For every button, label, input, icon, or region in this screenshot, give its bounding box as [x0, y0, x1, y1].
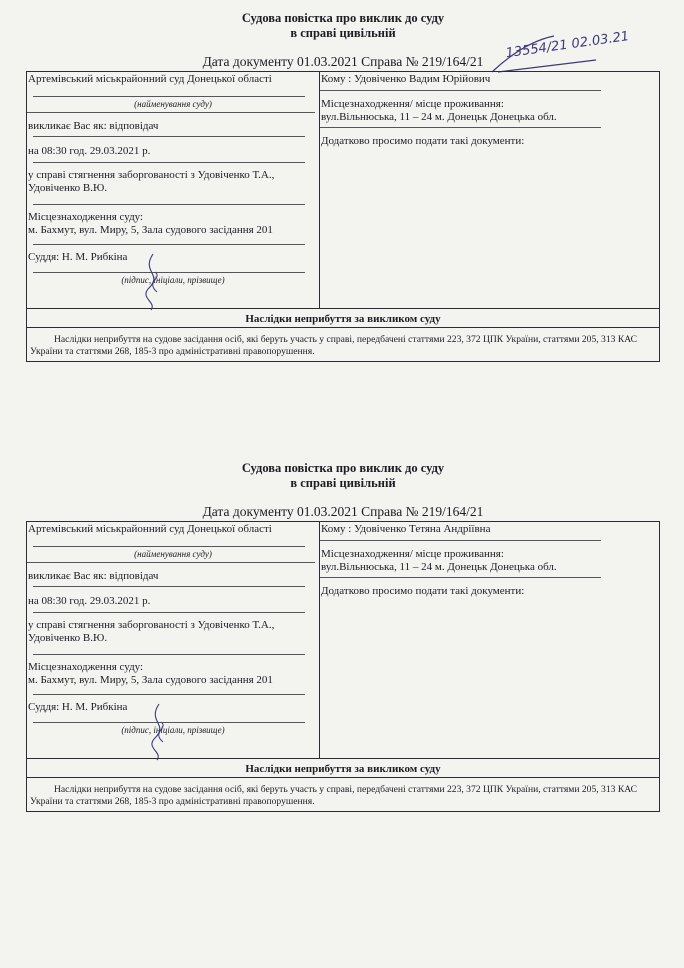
doc-line-text: Дата документу 01.03.2021 Справа № 219/164/21 — [202, 504, 484, 519]
court-name-caption: (найменування суду) — [134, 549, 212, 559]
consequences-text: Наслідки неприбуття на судове засідання осіб, які беруть участь у справі, передбачені статтями 223, 372 ЦПК України, статтями 205, 313 КАС України та статтями 268, 185-3 про адміністративні правопорушення. — [30, 334, 638, 357]
consequences-text: Наслідки неприбуття на судове засідання осіб, які беруть участь у справі, передбачені статтями 223, 372 ЦПК України, статтями 205, 313 КАС України та статтями 268, 185-3 про адміністративні правопорушення. — [30, 784, 638, 807]
case-description-line-1: у справі стягнення заборгованості з Удовіченко Т.А., — [28, 619, 275, 631]
summons-notice — [26, 461, 660, 812]
notice-left-column — [27, 522, 319, 758]
residence-label: Місцезнаходження/ місце проживання: — [321, 98, 504, 110]
title-line-1: Судова повістка про виклик до суду — [241, 11, 445, 25]
court-location-value: м. Бахмут, вул. Миру, 5, Зала судового засідання 201 — [28, 674, 273, 686]
consequences-section — [26, 759, 660, 812]
judge-name: Суддя: Н. М. Рибкіна — [28, 701, 128, 713]
residence-label: Місцезнаходження/ місце проживання: — [321, 548, 504, 560]
summons-role: викликає Вас як: відповідач — [28, 120, 159, 132]
court-name: Артемівський міськрайонний суд Донецької області — [28, 73, 272, 85]
court-name: Артемівський міськрайонний суд Донецької області — [28, 523, 272, 535]
recipient-name: Кому : Удовіченко Вадим Юрійович — [321, 73, 491, 85]
court-location-label: Місцезнаходження суду: — [28, 661, 144, 673]
judge-signature — [133, 252, 173, 312]
document-date-case-line — [26, 504, 660, 520]
notice-right-column — [320, 72, 659, 308]
case-description-line-1: у справі стягнення заборгованості з Удовіченко Т.А., — [28, 169, 275, 181]
case-description-line-2: Удовіченко В.Ю. — [28, 632, 108, 644]
handwritten-note-text: 13554/21 02.03.21 — [504, 29, 631, 62]
court-location-value: м. Бахмут, вул. Миру, 5, Зала судового засідання 201 — [28, 224, 273, 236]
summons-notice — [26, 11, 660, 362]
consequences-title: Наслідки неприбуття за викликом суду — [27, 759, 659, 778]
additional-documents-label: Додатково просимо подати такі документи: — [321, 135, 525, 147]
judge-signature — [139, 702, 179, 762]
case-description-line-2: Удовіченко В.Ю. — [28, 182, 108, 194]
signature-caption: (підпис, ініціали, прізвище) — [121, 275, 225, 285]
notice-right-column — [320, 522, 659, 758]
hearing-time: на 08:30 год. 29.03.2021 р. — [28, 145, 151, 157]
title-line-1: Судова повістка про виклик до суду — [241, 461, 445, 475]
title-line-2: в справі цивільній — [290, 26, 396, 40]
judge-name: Суддя: Н. М. Рибкіна — [28, 251, 128, 263]
consequences-section — [26, 309, 660, 362]
recipient-name: Кому : Удовіченко Тетяна Андріївна — [321, 523, 491, 535]
signature-caption: (підпис, ініціали, прізвище) — [121, 725, 225, 735]
notice-table — [26, 521, 660, 759]
summons-role: викликає Вас як: відповідач — [28, 570, 159, 582]
court-location-label: Місцезнаходження суду: — [28, 211, 144, 223]
consequences-title: Наслідки неприбуття за викликом суду — [27, 309, 659, 328]
notice-title — [26, 461, 660, 491]
notice-left-column — [27, 72, 319, 308]
additional-documents-label: Додатково просимо подати такі документи: — [321, 585, 525, 597]
court-name-caption: (найменування суду) — [134, 99, 212, 109]
title-line-2: в справі цивільній — [290, 476, 396, 490]
notice-table — [26, 71, 660, 309]
residence-value: вул.Вільнюська, 11 – 24 м. Донецьк Донецька обл. — [321, 561, 557, 573]
hearing-time: на 08:30 год. 29.03.2021 р. — [28, 595, 151, 607]
doc-line-text: Дата документу 01.03.2021 Справа № 219/164/21 — [202, 54, 484, 69]
residence-value: вул.Вільнюська, 11 – 24 м. Донецьк Донецька обл. — [321, 111, 557, 123]
handwritten-registration-note — [484, 29, 631, 74]
